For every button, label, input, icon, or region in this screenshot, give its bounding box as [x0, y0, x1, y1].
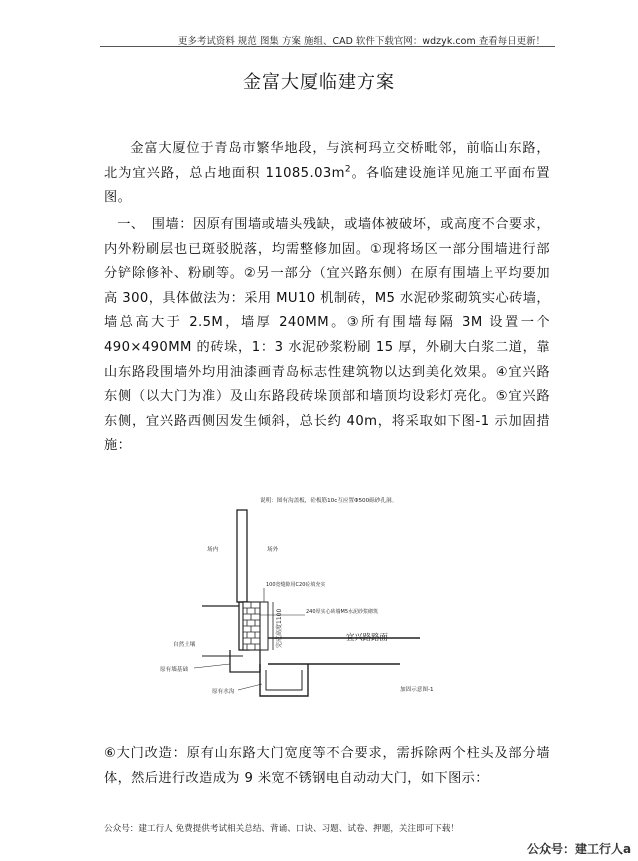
intro-paragraph — [104, 137, 550, 211]
label-road: 宜兴路路面 — [346, 632, 388, 642]
leader-foundation — [194, 664, 230, 668]
label-brick: 240厚实心砖墙M5水泥砂浆砌筑 — [306, 609, 379, 615]
header-rule — [100, 46, 555, 47]
ditch — [260, 664, 308, 696]
watermark: 公众号：建工行人a — [527, 842, 632, 856]
diagram-note: 说明：图有沟盖板，砼板筋10c互应置Φ500砾砂孔洞。 — [260, 498, 398, 504]
label-outside: 场外 — [267, 547, 279, 553]
label-height: 完成高度1100 — [276, 608, 283, 648]
intro-text-a: 金富大厦位于青岛市繁华地段，与滨柯玛立交桥毗邻，前临山东路，北为宜兴路，总占地面积 11085.03m — [104, 141, 550, 181]
section-wall-paragraph: 一、 围墙：因原有围墙或墙头残缺，或墙体被破坏，或高度不合要求，内外粉刷层也已斑驳脱落，均需整修加固。①现将场区一部分围墙进行部分铲除修补、粉刷等。②另一部分（宜兴路东侧）在原有围墙上平均要加高 300，具体做法为：采用 MU10 机制砖，M5 水泥砂浆砌筑实心砖墙，墙总高大于 2.5M，墙厚 240MM。③所有围墙每隔 3M 设置一个 490×490MM 的砖垛，1：3 水泥砂浆粉刷 15 厚，外刷大白浆二道，靠山东路段围墙外均用油漆画青岛标志性建筑物以达到美化效果。④宜兴路东侧（以大门为准）及山东路段砖垛顶部和墙顶均设彩灯亮化。⑤宜兴路东侧，宜兴路西侧因发生倾斜，总长约 40m，将采取如下图-1 示加固措施： — [104, 217, 550, 454]
label-ditch: 原有水沟 — [212, 689, 235, 695]
road-surface — [268, 638, 420, 664]
reinforcement-diagram — [150, 488, 460, 710]
intro-text-b: 。各临建设施详见施工平面布置图。 — [104, 165, 550, 206]
label-inside: 场内 — [207, 547, 219, 553]
label-soil: 自然土壤 — [173, 642, 196, 648]
brick-pattern — [243, 602, 260, 650]
wall-upper — [237, 510, 247, 602]
concrete-fill — [260, 602, 268, 650]
section-gate-paragraph: ⑥大门改造：原有山东路大门宽度等不合要求，需拆除两个柱头及部分墙体，然后进行改造成为 9 米宽不锈钢电自动动大门，如下图示： — [104, 746, 550, 786]
label-c20: 100宽缝隙用C20砼填充实 — [266, 582, 326, 588]
page-footer: 公众号：建工行人 免费提供考试相关总结、背诵、口诀、习题、试卷、押题，关注即可下载！ — [104, 824, 460, 834]
foundation — [230, 650, 260, 672]
document-title: 金富大厦临建方案 — [243, 72, 395, 93]
intro-superscript: 2 — [344, 164, 352, 175]
label-foundation: 原有墙基础 — [160, 667, 188, 673]
ditch-inner — [266, 670, 302, 690]
page-header: 更多考试资料 规范 图集 方案 施组、CAD 软件下载官网：wdzyk.com 查看每日更新！ — [178, 36, 546, 47]
label-figure: 加固示意图-1 — [400, 687, 434, 693]
leader-ditch — [238, 684, 262, 690]
